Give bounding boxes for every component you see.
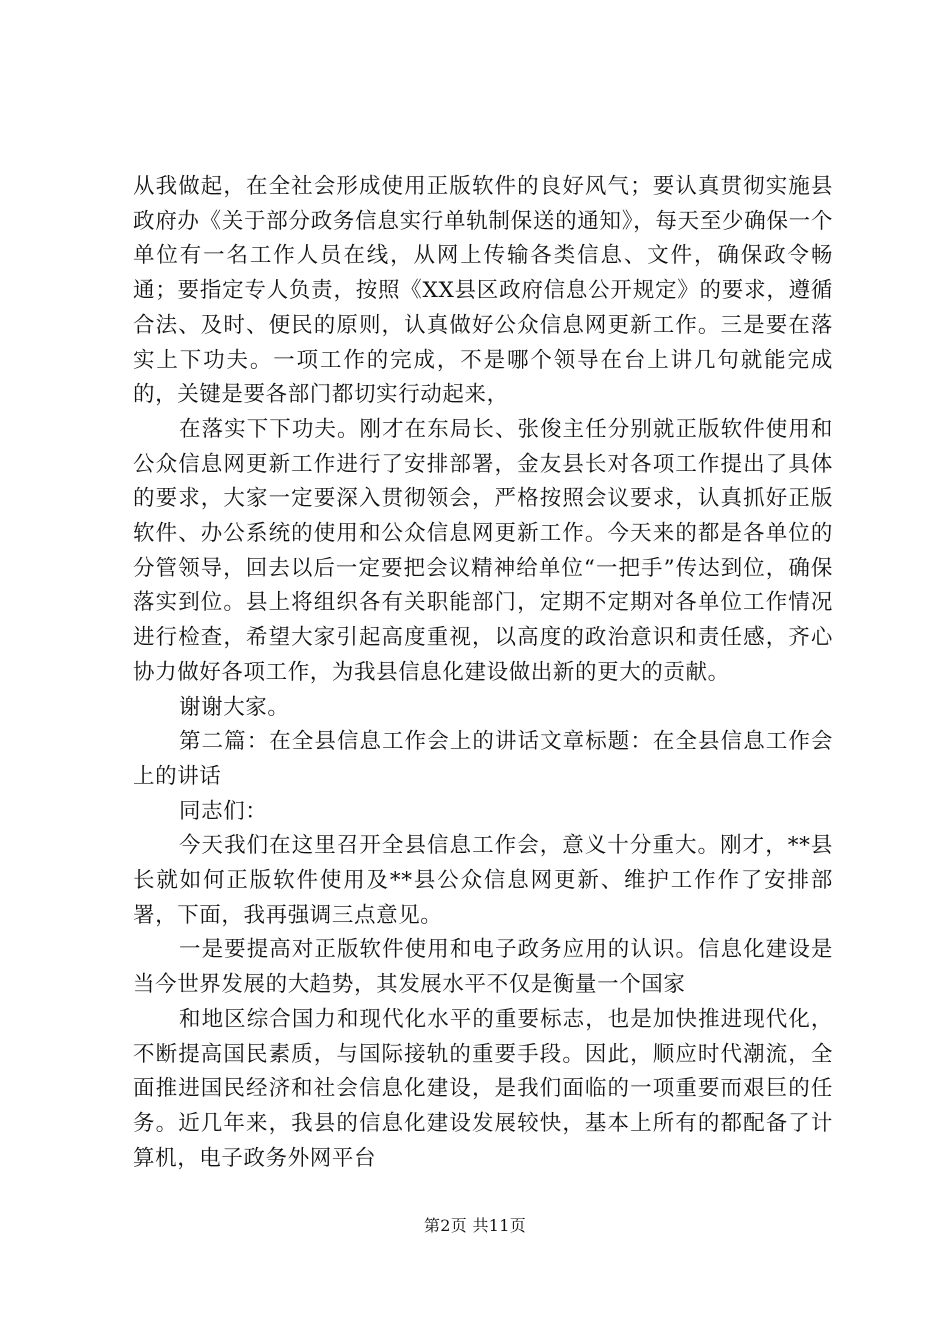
paragraph-8: 和地区综合国力和现代化水平的重要标志，也是加快推进现代化，不断提高国民素质，与国际接轨的重要手段。因此，顺应时代潮流，全面推进国民经济和社会信息化建设，是我们面临的一项重要而艰巨的任务。近几年来，我县的信息化建设发展较快，基本上所有的都配备了计算机，电子政务外网平台 — [133, 1006, 833, 1171]
paragraph-5-salutation: 同志们： — [179, 798, 268, 824]
paragraph-4-section-title: 第二篇：在全县信息工作会上的讲话文章标题：在全县信息工作会上的讲话 — [133, 729, 833, 789]
paragraph-7: 一是要提高对正版软件使用和电子政务应用的认识。信息化建设是当今世界发展的大趋势，其发展水平不仅是衡量一个国家 — [133, 937, 833, 998]
paragraph-2: 在落实下下功夫。刚才在东局长、张俊主任分别就正版软件使用和公众信息网更新工作进行了安排部署，金友县长对各项工作提出了具体的要求，大家一定要深入贯彻领会，严格按照会议要求，认真抓好正版软件、办公系统的使用和公众信息网更新工作。今天来的都是各单位的分管领导，回去以后一定要把会议精神给单位“一把手”传达到位，确保落实到位。县上将组织各有关职能部门，定期不定期对各单位工作情况进行检查，希望大家引起高度重视，以高度的政治意识和责任感，齐心协力做好各项工作，为我县信息化建设做出新的更大的贡献。 — [133, 416, 833, 685]
page-number: 第2页 共11页 — [423, 1216, 527, 1235]
page-footer — [0, 1214, 950, 1238]
paragraph-3: 谢谢大家。 — [179, 694, 290, 720]
document-body — [133, 170, 833, 1176]
paragraph-6: 今天我们在这里召开全县信息工作会，意义十分重大。刚才，**县长就如何正版软件使用及**县公众信息网更新、维护工作作了安排部署，下面，我再强调三点意见。 — [133, 833, 833, 928]
paragraph-1: 从我做起，在全社会形成使用正版软件的良好风气；要认真贯彻实施县政府办《关于部分政务信息实行单轨制保送的通知》，每天至少确保一个单位有一名工作人员在线，从网上传输各类信息、文件，确保政令畅通；要指定专人负责，按照《XX县区政府信息公开规定》的要求，遵循合法、及时、便民的原则，认真做好公众信息网更新工作。三是要在落实上下功夫。一项工作的完成，不是哪个领导在台上讲几句就能完成的，关键是要各部门都切实行动起来， — [133, 174, 833, 408]
